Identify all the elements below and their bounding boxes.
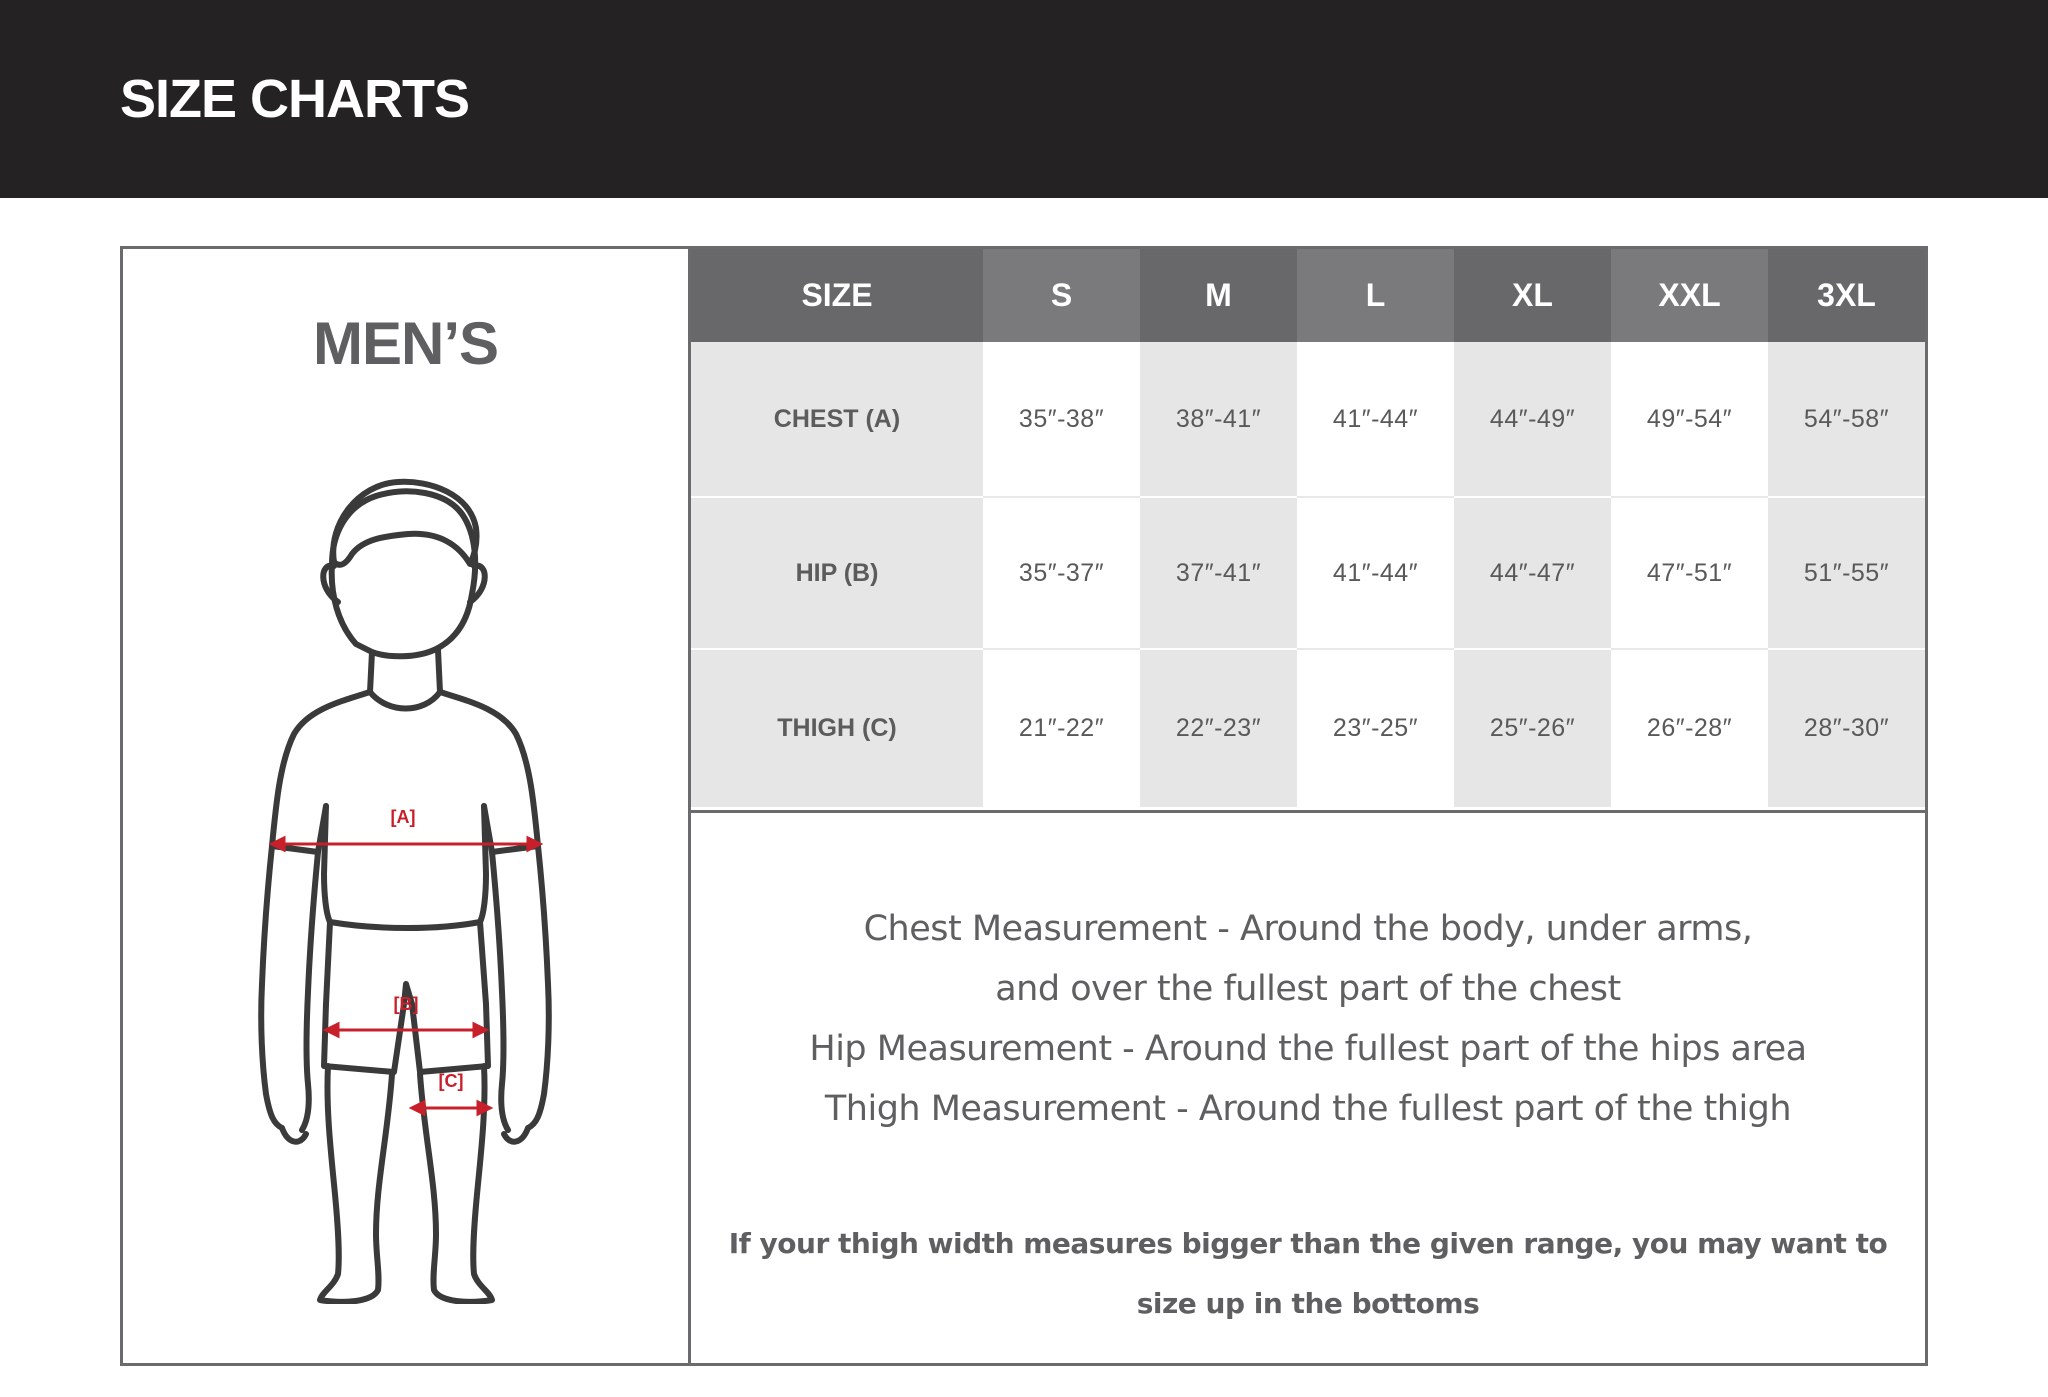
table-cell: 28″-30″ — [1768, 650, 1925, 807]
mens-figure-panel — [123, 249, 691, 1363]
table-cell: 54″-58″ — [1768, 342, 1925, 498]
tip-line-2: size up in the bottoms — [1136, 1287, 1480, 1320]
label-c: [C] — [438, 1071, 464, 1091]
row-label-hip: HIP (B) — [691, 498, 983, 650]
table-cell: 51″-55″ — [1768, 498, 1925, 650]
note-chest-2: and over the fullest part of the chest — [995, 969, 1621, 1009]
label-b: [B] — [393, 994, 419, 1014]
label-a: [A] — [390, 807, 416, 827]
table-cell: 35″-38″ — [983, 342, 1140, 498]
measurement-notes — [691, 899, 1925, 1139]
size-header-3xl: 3XL — [1768, 249, 1925, 342]
size-table — [691, 249, 1925, 810]
body-figure-illustration — [248, 444, 568, 1304]
table-cell: 41″-44″ — [1297, 342, 1454, 498]
table-cell: 44″-47″ — [1454, 498, 1611, 650]
table-cell: 38″-41″ — [1140, 342, 1297, 498]
size-header-label: SIZE — [691, 249, 983, 342]
table-cell: 26″-28″ — [1611, 650, 1768, 807]
table-cell: 41″-44″ — [1297, 498, 1454, 650]
table-cell: 25″-26″ — [1454, 650, 1611, 807]
table-cell: 21″-22″ — [983, 650, 1140, 807]
page-title: SIZE CHARTS — [120, 69, 470, 129]
sizing-tip — [691, 1214, 1925, 1334]
mens-title: MEN’S — [312, 310, 499, 377]
note-thigh: Thigh Measurement - Around the fullest part of the thigh — [824, 1089, 1792, 1129]
note-hip: Hip Measurement - Around the fullest part of the hips area — [809, 1029, 1807, 1069]
tip-line-1: If your thigh width measures bigger than the given range, you may want to — [728, 1227, 1888, 1260]
table-cell: 44″-49″ — [1454, 342, 1611, 498]
table-cell: 47″-51″ — [1611, 498, 1768, 650]
size-header-xxl: XXL — [1611, 249, 1768, 342]
size-header-l: L — [1297, 249, 1454, 342]
size-header-xl: XL — [1454, 249, 1611, 342]
table-cell: 23″-25″ — [1297, 650, 1454, 807]
table-cell: 49″-54″ — [1611, 342, 1768, 498]
table-cell: 35″-37″ — [983, 498, 1140, 650]
size-header-s: S — [983, 249, 1140, 342]
row-label-chest: CHEST (A) — [691, 342, 983, 498]
note-chest-1: Chest Measurement - Around the body, under arms, — [863, 909, 1753, 949]
row-label-thigh: THIGH (C) — [691, 650, 983, 807]
size-chart-panel — [120, 246, 1928, 1366]
section-divider — [691, 810, 1925, 813]
table-cell: 37″-41″ — [1140, 498, 1297, 650]
size-header-m: M — [1140, 249, 1297, 342]
table-cell: 22″-23″ — [1140, 650, 1297, 807]
page-header — [0, 0, 2048, 198]
